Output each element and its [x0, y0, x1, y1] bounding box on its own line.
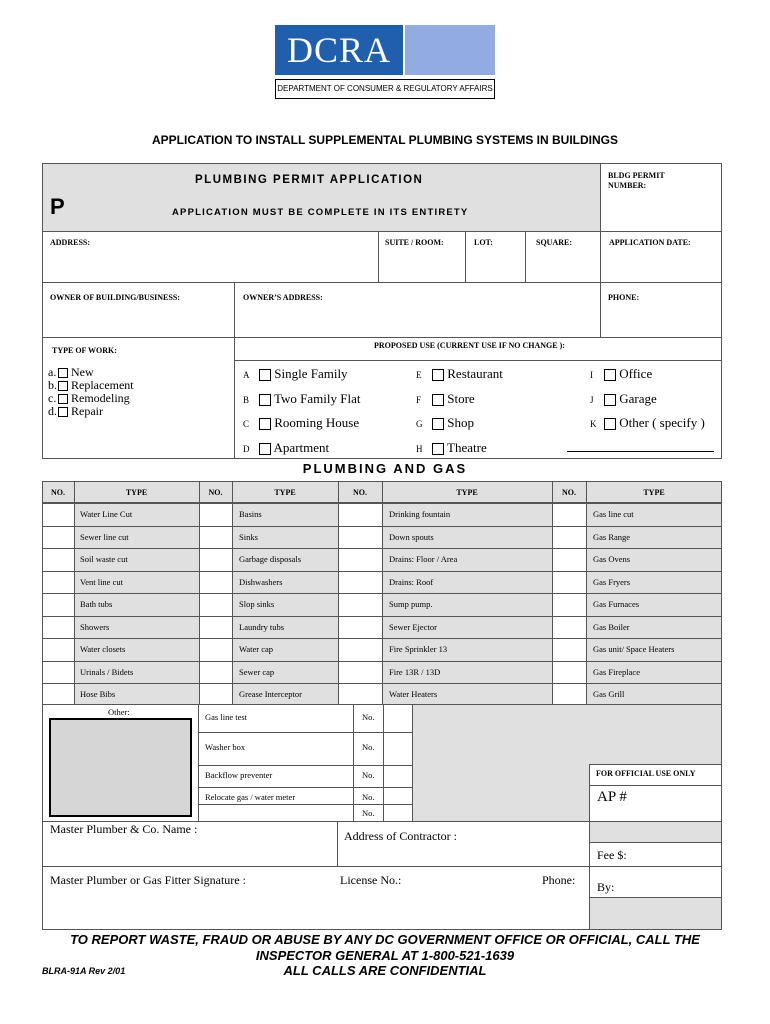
no-input-col-1[interactable] [42, 503, 74, 705]
table-cell: Laundry tubs [239, 621, 285, 632]
table-col-4 [593, 503, 674, 706]
extra-no-5: No. [362, 808, 375, 818]
table-cell: Gas Fryers [593, 576, 631, 587]
use-item-theatre[interactable]: H Theatre [416, 439, 487, 455]
table-cell: Basins [239, 509, 262, 519]
table-cell: Drinking fountain [389, 509, 451, 519]
use-item-single-family[interactable]: A Single Family [243, 366, 348, 381]
logo-light-block [405, 25, 495, 75]
no-input-col-3[interactable] [338, 503, 382, 705]
official-title: FOR OFFICIAL USE ONLY [596, 769, 696, 778]
checkbox[interactable] [58, 407, 68, 417]
checkbox[interactable] [259, 394, 271, 406]
suite-label: SUITE / ROOM: [385, 238, 444, 247]
table-cell: Gas unit/ Space Heaters [593, 644, 675, 654]
table-cell: Sinks [239, 531, 258, 542]
extra-gas-line-test: Gas line test [205, 712, 248, 722]
official-gray-2 [589, 897, 722, 930]
type-of-work-title: TYPE OF WORK: [52, 346, 117, 355]
header-type-4: TYPE [643, 488, 665, 497]
table-cell: Sump pump. [389, 599, 433, 609]
table-col-1 [80, 503, 133, 706]
table-col-3 [389, 503, 457, 706]
header-type-3: TYPE [456, 488, 478, 497]
phone-bottom-label: Phone: [542, 873, 576, 887]
use-col-1 [243, 366, 361, 464]
by-label: By: [597, 880, 615, 894]
extra-no-4: No. [362, 792, 375, 802]
form-title: APPLICATION TO INSTALL SUPPLEMENTAL PLUMBING SYSTEMS IN BUILDINGS [151, 133, 619, 147]
table-cell: Hose Bibs [80, 689, 116, 699]
table-cell: Down spouts [389, 531, 434, 542]
checkbox[interactable] [604, 369, 616, 381]
signature-label: Master Plumber or Gas Fitter Signature : [50, 873, 246, 887]
other-specify-line[interactable] [567, 451, 714, 452]
use-item-store[interactable]: F Store [416, 390, 475, 406]
table-cell: Garbage disposals [239, 554, 302, 564]
header-type-2: TYPE [274, 488, 296, 497]
checkbox[interactable] [432, 443, 444, 455]
footer-line-3: ALL CALLS ARE CONFIDENTIAL [283, 963, 487, 978]
logo-department: DEPARTMENT OF CONSUMER & REGULATORY AFFAIRS [275, 79, 495, 99]
dcra-logo [275, 25, 495, 99]
extra-no-1: No. [362, 712, 375, 722]
work-list [48, 366, 134, 418]
work-item-new[interactable]: a. New [48, 365, 94, 379]
header-no-4: NO. [562, 488, 576, 497]
table-cell: Water Line Cut [80, 509, 133, 519]
table-cell: Water cap [239, 644, 273, 654]
table-cell: Water closets [80, 644, 126, 654]
header-subheading: APPLICATION MUST BE COMPLETE IN ITS ENTIRETY [172, 207, 469, 218]
owner-address-label: OWNER’S ADDRESS: [243, 293, 323, 302]
ap-label: AP # [597, 789, 627, 805]
plumbing-table [42, 481, 722, 705]
no-input-col-4[interactable] [552, 503, 586, 705]
table-cell: Dishwashers [239, 576, 283, 587]
other-input[interactable] [49, 718, 192, 817]
phone-label: PHONE: [608, 293, 640, 302]
table-cell: Showers [80, 621, 110, 632]
extra-backflow-preventer: Backflow preventer [205, 770, 273, 780]
other-label: Other: [108, 707, 130, 717]
work-item-remodeling[interactable]: c. Remodeling [48, 391, 130, 405]
checkbox[interactable] [432, 394, 444, 406]
table-cell: Vent line cut [80, 576, 123, 587]
table-cell: Gas Fireplace [593, 666, 640, 677]
table-cell: Gas Boiler [593, 621, 630, 632]
header-no-1: NO. [51, 488, 65, 497]
proposed-use-title: PROPOSED USE (CURRENT USE IF NO CHANGE ): [374, 341, 565, 350]
use-item-other[interactable]: K Other ( specify ) [590, 415, 705, 430]
fee-label: Fee $: [597, 848, 627, 862]
address-field[interactable] [42, 231, 379, 283]
table-cell: Gas Grill [593, 689, 625, 699]
application-date-label: APPLICATION DATE: [609, 238, 691, 247]
use-item-apartment[interactable]: D Apartment [243, 439, 330, 455]
extra-washer-box: Washer box [205, 742, 246, 752]
table-cell: Slop sinks [239, 599, 275, 609]
checkbox[interactable] [604, 418, 616, 430]
no-input-col-2[interactable] [199, 503, 232, 705]
table-cell: Grease Interceptor [239, 689, 303, 699]
contractor-address-label: Address of Contractor : [344, 829, 457, 843]
footer-line-1: TO REPORT WASTE, FRAUD OR ABUSE BY ANY DC GOVERNMENT OFFICE OR OFFICIAL, CALL THE [70, 932, 700, 947]
use-col-2 [416, 366, 503, 464]
checkbox[interactable] [58, 368, 68, 378]
bldg-permit-label: BLDG PERMIT NUMBER: [608, 171, 665, 190]
header-type-1: TYPE [125, 488, 148, 497]
checkbox[interactable] [604, 394, 616, 406]
table-cell: Bath tubs [80, 599, 113, 609]
table-cell: Gas line cut [593, 509, 634, 519]
extra-no-2: No. [362, 742, 375, 752]
header-letter: P [50, 194, 65, 219]
header-heading: PLUMBING PERMIT APPLICATION [195, 174, 424, 186]
phone-field[interactable] [600, 282, 722, 338]
table-cell: Gas Range [593, 531, 631, 542]
square-label: SQUARE: [536, 238, 573, 247]
use-item-shop[interactable]: G Shop [416, 415, 474, 430]
table-cell: Drains: Roof [389, 576, 434, 587]
lot-label: LOT: [474, 238, 493, 247]
header-no-3: NO. [353, 488, 367, 497]
table-cell: Gas Furnaces [593, 599, 640, 609]
form-id: BLRA-91A Rev 2/01 [42, 966, 126, 976]
license-label: License No.: [340, 873, 402, 887]
use-col-3 [590, 366, 705, 440]
master-plumber-label: Master Plumber & Co. Name : [50, 822, 198, 836]
use-item-two-family-flat[interactable]: B Two Family Flat [243, 390, 361, 406]
table-col-2 [239, 503, 302, 706]
table-cell: Sewer line cut [80, 531, 129, 542]
checkbox[interactable] [259, 418, 271, 430]
table-cell: Gas Ovens [593, 554, 631, 564]
checkbox[interactable] [432, 418, 444, 430]
table-cell: Fire 13R / 13D [389, 666, 441, 677]
checkbox[interactable] [432, 369, 444, 381]
work-item-replacement[interactable]: b. Replacement [48, 378, 134, 392]
contractor-address-field[interactable] [337, 821, 590, 867]
footer-line-2: INSPECTOR GENERAL AT 1-800-521-1639 [255, 948, 515, 963]
logo-brand: DCRA [286, 30, 392, 70]
official-gray-1 [589, 821, 722, 843]
table-cell: Fire Sprinkler 13 [389, 644, 448, 654]
table-cell: Soil waste cut [80, 554, 128, 564]
table-cell: Urinals / Bidets [80, 666, 134, 677]
use-item-garage[interactable]: J Garage [590, 390, 657, 406]
checkbox[interactable] [259, 443, 271, 455]
checkbox[interactable] [259, 369, 271, 381]
checkbox[interactable] [58, 381, 68, 391]
owner-label: OWNER OF BUILDING/BUSINESS: [50, 293, 180, 302]
owner-field[interactable] [42, 282, 235, 338]
owner-address-field[interactable] [234, 282, 601, 338]
section-title: PLUMBING AND GAS [302, 461, 468, 476]
table-cell: Drains: Floor / Area [389, 554, 458, 564]
extra-relocate-meter: Relocate gas / water meter [205, 792, 296, 802]
checkbox[interactable] [58, 394, 68, 404]
use-item-office[interactable]: I Office [590, 366, 653, 381]
work-item-repair[interactable]: d. Repair [48, 404, 103, 418]
address-label: ADDRESS: [50, 238, 91, 247]
use-item-rooming-house[interactable]: C Rooming House [243, 415, 360, 430]
extra-no-3: No. [362, 770, 375, 780]
table-cell: Sewer cap [239, 666, 275, 677]
table-cell: Water Heaters [389, 689, 438, 699]
table-cell: Sewer Ejector [389, 621, 437, 632]
header-no-2: NO. [208, 488, 223, 497]
use-item-restaurant[interactable]: E Restaurant [416, 366, 503, 381]
